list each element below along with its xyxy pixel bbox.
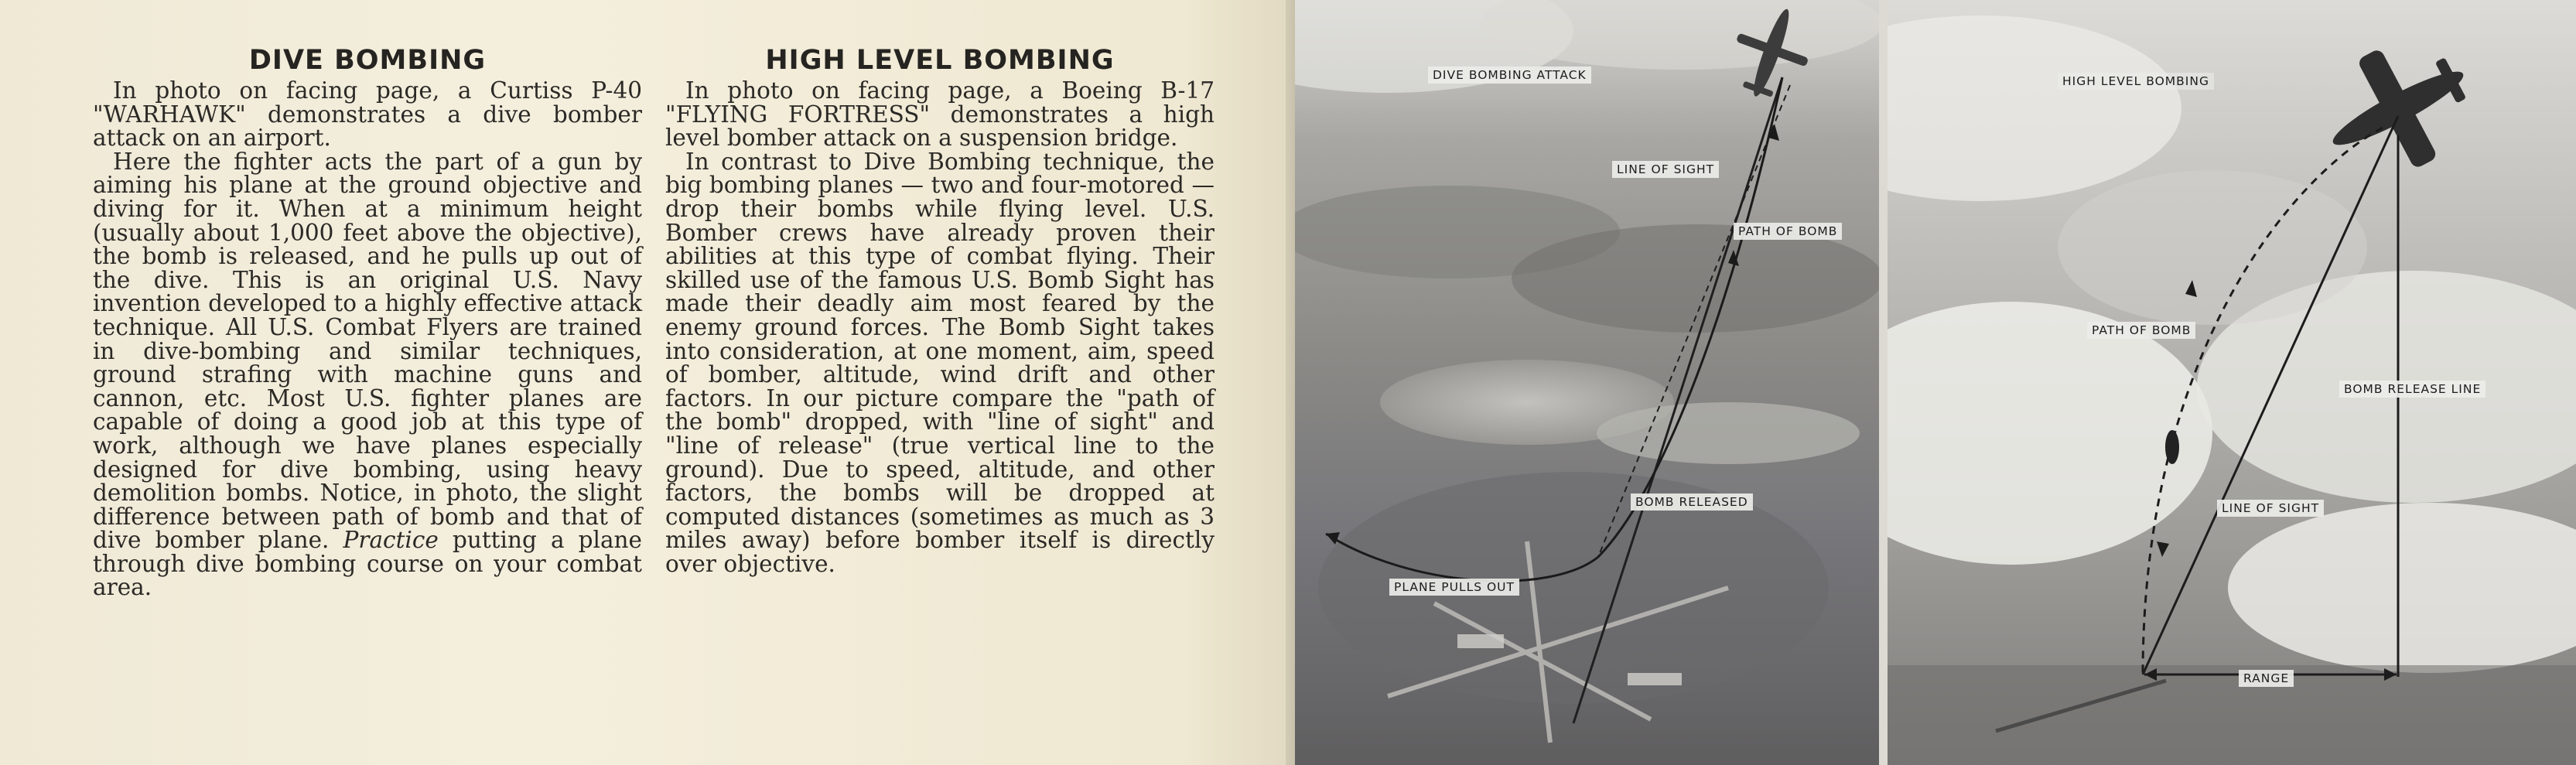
high-level-paragraph-2: In contrast to Dive Bombing technique, the big bombing planes — two and four-motored — drop their bombs while flying level. U.S. Bomber crews have already proven their abilities at this type of combat flying. Their skilled use of the famous U.S. Bomb Sight has made their deadly aim most feared by the enemy ground forces. The Bomb Sight takes into consideration, at one moment, aim, speed of bomber, altitude, wind drift and other factors. In our picture compare the "path of the bomb" dropped, with "line of sight" and "line of release" (true vertical line to the ground). Due to speed, altitude, and other factors, the bombs will be dropped at computed distances (sometimes as much as 3 miles away) before bomber itself is directly over objective.	[665, 148, 1215, 577]
dive-path-of-bomb-label: PATH OF BOMB	[1734, 223, 1842, 240]
high-level-bombing-column	[665, 45, 1215, 575]
high-level-bombing-photo	[1888, 0, 2576, 765]
photo-divider	[1879, 0, 1888, 765]
dive-bombing-aerial-image	[1295, 0, 1879, 765]
dive-line-of-sight-label: LINE OF SIGHT	[1612, 161, 1719, 178]
dive-bombing-paragraph-2	[93, 150, 642, 599]
dive-bombing-column	[93, 45, 642, 599]
dive-bombing-body	[93, 79, 642, 599]
dive-bombing-attack-label: DIVE BOMBING ATTACK	[1428, 67, 1591, 84]
bomb-release-line-label: BOMB RELEASE LINE	[2339, 381, 2485, 398]
dive-bombing-heading: DIVE BOMBING	[248, 45, 487, 76]
plane-pulls-out-label: PLANE PULLS OUT	[1389, 579, 1519, 596]
high-level-bombing-heading: HIGH LEVEL BOMBING	[765, 45, 1115, 76]
bomb-released-label: BOMB RELEASED	[1631, 493, 1753, 511]
page-gutter	[1286, 0, 1295, 765]
high-path-of-bomb-label: PATH OF BOMB	[2087, 322, 2195, 339]
high-level-paragraph-1: In photo on facing page, a Boeing B-17 "FLYING FORTRESS" demonstrates a high level bomber attack on a suspension bridge.	[665, 77, 1215, 152]
dive-bombing-photo	[1295, 0, 1879, 765]
range-label: RANGE	[2239, 670, 2294, 687]
practice-emphasis: Practice	[343, 527, 439, 554]
high-line-of-sight-label: LINE OF SIGHT	[2217, 500, 2324, 517]
text-page	[0, 0, 1286, 765]
high-level-bombing-label: HIGH LEVEL BOMBING	[2058, 73, 2214, 90]
dive-bombing-paragraph-2-tail: putting a plane through dive bombing course on your combat area.	[93, 527, 642, 601]
dive-bombing-paragraph-2-text: Here the fighter acts the part of a gun by aiming his plane at the ground objective and diving for it. When at a minimum height (usually about 1,000 feet above the objective), the bomb is released, and he pulls up out of the dive. This is an original U.S. Navy invention developed to a highly effective attack technique. All U.S. Combat Flyers are trained in dive-bombing and similar techniques, ground strafing with machine guns and cannon, etc. Most U.S. fighter planes are capable of doing a good job at this type of work, although we have planes especially designed for dive bombing, using heavy demolition bombs. Notice, in photo, the slight difference between path of bomb and that of dive bomber plane.	[93, 148, 642, 554]
high-level-bombing-body	[665, 79, 1215, 575]
dive-bombing-paragraph-1: In photo on facing page, a Curtiss P-40 "WARHAWK" demonstrates a dive bomber attack on an airport.	[93, 77, 642, 152]
